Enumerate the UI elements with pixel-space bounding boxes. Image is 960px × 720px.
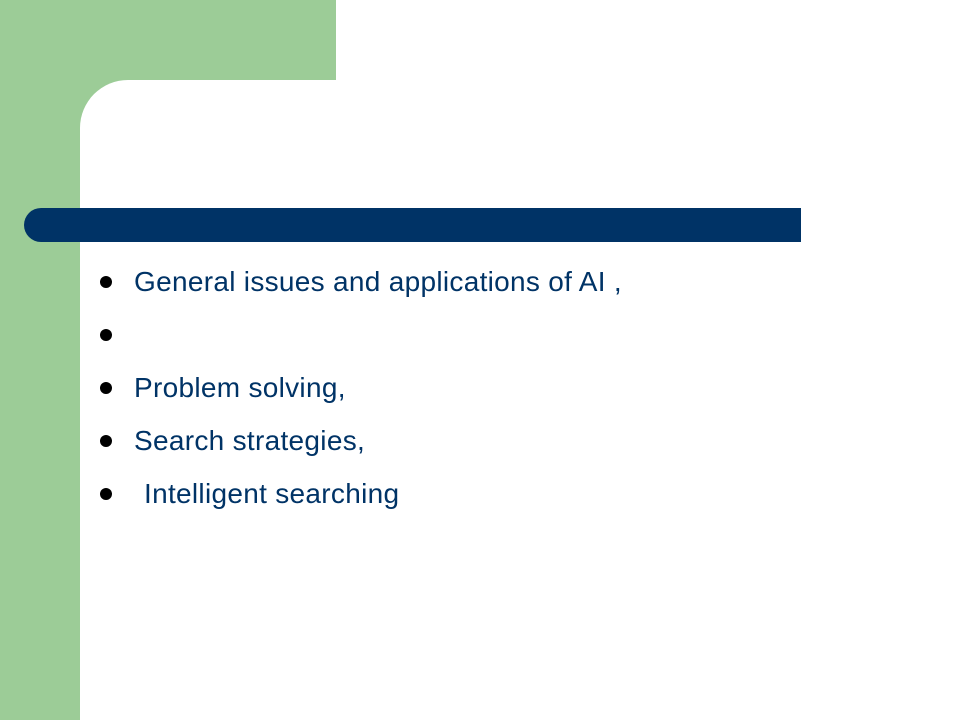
- bullet-text: Problem solving,: [134, 372, 346, 403]
- bullet-item: [100, 308, 622, 361]
- bullet-dot-icon: [100, 276, 112, 288]
- bullet-item: [100, 414, 622, 467]
- bullet-text: Intelligent searching: [144, 478, 400, 509]
- bullet-dot-icon: [100, 382, 112, 394]
- bullet-text: General issues and applications of AI ,: [134, 266, 622, 297]
- bullet-text: Search strategies,: [134, 425, 366, 456]
- bullet-dot-icon: [100, 329, 112, 341]
- bullet-item: [100, 361, 622, 414]
- bullet-list: [100, 255, 622, 520]
- bullet-item: [100, 467, 622, 520]
- bullet-item: [100, 255, 622, 308]
- bullet-dot-icon: [100, 488, 112, 500]
- title-bar: [24, 208, 801, 242]
- bullet-dot-icon: [100, 435, 112, 447]
